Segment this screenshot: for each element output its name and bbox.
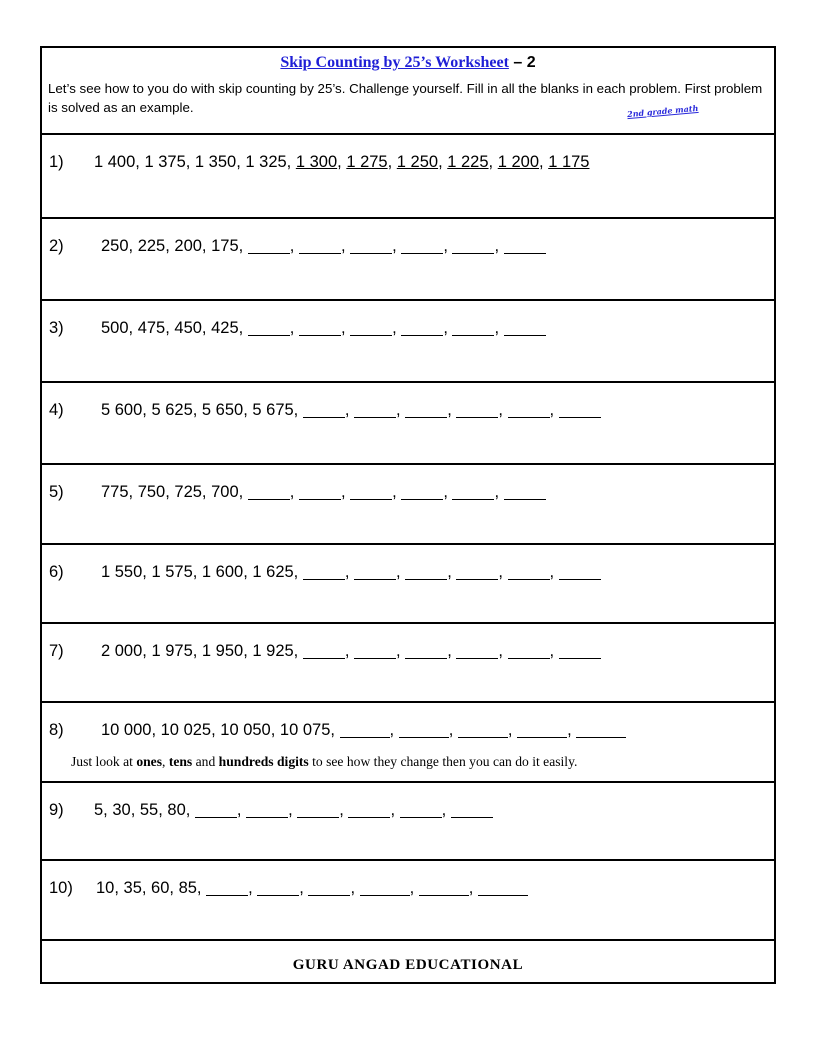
answer-blank[interactable] (419, 879, 469, 896)
problem-number: 4) (49, 401, 64, 419)
problem-number: 3) (49, 319, 64, 337)
hint-bold: ones (136, 754, 163, 769)
problem-row (42, 301, 774, 383)
answer-blank[interactable] (354, 401, 396, 418)
problem-text: 8) 10 000, 10 025, 10 050, 10 075, , , , , (49, 719, 626, 741)
answer-blank[interactable] (456, 642, 498, 659)
answer-blank[interactable] (405, 563, 447, 580)
given-sequence: 5 600, 5 625, 5 650, 5 675, (101, 401, 303, 419)
problem-number: 6) (49, 563, 64, 581)
problem-number: 8) (49, 721, 64, 739)
answer: 1 300 (295, 153, 338, 171)
given-sequence: 10, 35, 60, 85, (96, 879, 207, 897)
answer-blank[interactable] (504, 237, 546, 254)
answer: 1 175 (548, 153, 590, 171)
answer-blank[interactable] (308, 879, 350, 896)
problem-text: 6) 1 550, 1 575, 1 600, 1 625, , , , , , (49, 561, 601, 583)
answer: 1 200 (497, 153, 540, 171)
answer-blank[interactable] (354, 563, 396, 580)
answer-blank[interactable] (303, 563, 345, 580)
answer-blank[interactable] (517, 721, 567, 738)
hint-bold: tens (168, 754, 193, 769)
hint-note (71, 754, 577, 770)
problem-number: 5) (49, 483, 64, 501)
problem-row (42, 703, 774, 783)
answer-blank[interactable] (350, 319, 392, 336)
answer-blank[interactable] (303, 401, 345, 418)
given-sequence: 250, 225, 200, 175, (101, 237, 248, 255)
problem-text: 10) 10, 35, 60, 85, , , , , , (49, 877, 528, 899)
problem-row (42, 783, 774, 861)
problem-text: 5) 775, 750, 725, 700, , , , , , (49, 481, 546, 503)
hint-text: , (162, 754, 169, 769)
answer: 1 225 (447, 153, 489, 171)
answer-blank[interactable] (195, 801, 237, 818)
problem-row (42, 861, 774, 941)
answer-blank[interactable] (354, 642, 396, 659)
brand-mark: 2nd grade math (626, 102, 699, 120)
answer-blank[interactable] (299, 319, 341, 336)
problem-row (42, 383, 774, 465)
answer-blank[interactable] (405, 401, 447, 418)
given-sequence: 1 550, 1 575, 1 600, 1 625, (101, 563, 303, 581)
answer-blank[interactable] (401, 319, 443, 336)
answer-blank[interactable] (508, 401, 550, 418)
problem-row (42, 545, 774, 624)
problem-row (42, 219, 774, 301)
title-suffix: – 2 (508, 54, 536, 71)
problem-number: 10) (49, 879, 73, 897)
answer-blank[interactable] (299, 237, 341, 254)
problem-text: 7) 2 000, 1 975, 1 950, 1 925, , , , , , (49, 640, 601, 662)
answer-blank[interactable] (504, 483, 546, 500)
worksheet (40, 46, 776, 984)
answer-blank[interactable] (350, 483, 392, 500)
answer-blank[interactable] (452, 237, 494, 254)
answer-blank[interactable] (452, 483, 494, 500)
answer-blank[interactable] (456, 401, 498, 418)
answer-blank[interactable] (348, 801, 390, 818)
hint-bold: digits (277, 754, 309, 769)
answer-blank[interactable] (303, 642, 345, 659)
answer-blank[interactable] (360, 879, 410, 896)
problem-text: 3) 500, 475, 450, 425, , , , , , (49, 317, 546, 339)
answer-blank[interactable] (248, 319, 290, 336)
answer-blank[interactable] (451, 801, 493, 818)
answer-blank[interactable] (576, 721, 626, 738)
given-sequence: 775, 750, 725, 700, (101, 483, 248, 501)
problem-number: 1) (49, 153, 64, 171)
answer-blank[interactable] (340, 721, 390, 738)
problem-number: 2) (49, 237, 64, 255)
answer-blank[interactable] (559, 401, 601, 418)
answer-blank[interactable] (248, 237, 290, 254)
answer-blank[interactable] (456, 563, 498, 580)
answer-blank[interactable] (206, 879, 248, 896)
answer-blank[interactable] (246, 801, 288, 818)
answer-blank[interactable] (405, 642, 447, 659)
answer-blank[interactable] (508, 642, 550, 659)
answer-blank[interactable] (508, 563, 550, 580)
answer-blank[interactable] (257, 879, 299, 896)
hint-text: and (192, 754, 219, 769)
answer-blank[interactable] (401, 237, 443, 254)
problem-row (42, 624, 774, 703)
answer-blank[interactable] (452, 319, 494, 336)
worksheet-header (42, 48, 774, 135)
answer-blank[interactable] (458, 721, 508, 738)
instructions: Let’s see how to you do with skip counting by 25’s. Challenge yourself. Fill in all the blanks in each problem. First problem is solved as an example. (48, 81, 763, 115)
hint-text: to see how they change then you can do it easily. (308, 754, 578, 769)
answer-blank[interactable] (297, 801, 339, 818)
answer-blank[interactable] (559, 563, 601, 580)
given-sequence: 10 000, 10 025, 10 050, 10 075, (101, 721, 340, 739)
footer-text: GURU ANGAD EDUCATIONAL (292, 957, 524, 973)
answer: 1 275 (346, 153, 388, 171)
answer-blank[interactable] (399, 721, 449, 738)
answer-blank[interactable] (401, 483, 443, 500)
footer (42, 941, 774, 984)
hint-bold: hundreds (218, 754, 274, 769)
problem-text: 4) 5 600, 5 625, 5 650, 5 675, , , , , , (49, 399, 601, 421)
answer-blank[interactable] (400, 801, 442, 818)
title-line (42, 54, 774, 72)
answer-blank[interactable] (504, 319, 546, 336)
title-link[interactable]: Skip Counting by 25’s Worksheet (280, 54, 509, 71)
problem-number: 7) (49, 642, 64, 660)
problem-row (42, 135, 774, 219)
answer-blank[interactable] (350, 237, 392, 254)
given-sequence: 500, 475, 450, 425, (101, 319, 248, 337)
answer: 1 250 (396, 153, 439, 171)
problem-number: 9) (49, 801, 64, 819)
answer-blank[interactable] (478, 879, 528, 896)
given-sequence: 1 400, 1 375, 1 350, 1 325, (94, 153, 296, 171)
hint-text: Just look at (71, 754, 137, 769)
answer-blank[interactable] (299, 483, 341, 500)
given-sequence: 5, 30, 55, 80, (94, 801, 195, 819)
problem-text: 9) 5, 30, 55, 80, , , , , , (49, 799, 493, 821)
given-sequence: 2 000, 1 975, 1 950, 1 925, (101, 642, 303, 660)
answer-blank[interactable] (559, 642, 601, 659)
problem-row (42, 465, 774, 545)
answer-blank[interactable] (248, 483, 290, 500)
problem-text: 1) 1 400, 1 375, 1 350, 1 325, 1 300, 1 275, 1 250, 1 225, 1 200, 1 175 (49, 153, 590, 171)
problem-text: 2) 250, 225, 200, 175, , , , , , (49, 235, 546, 257)
